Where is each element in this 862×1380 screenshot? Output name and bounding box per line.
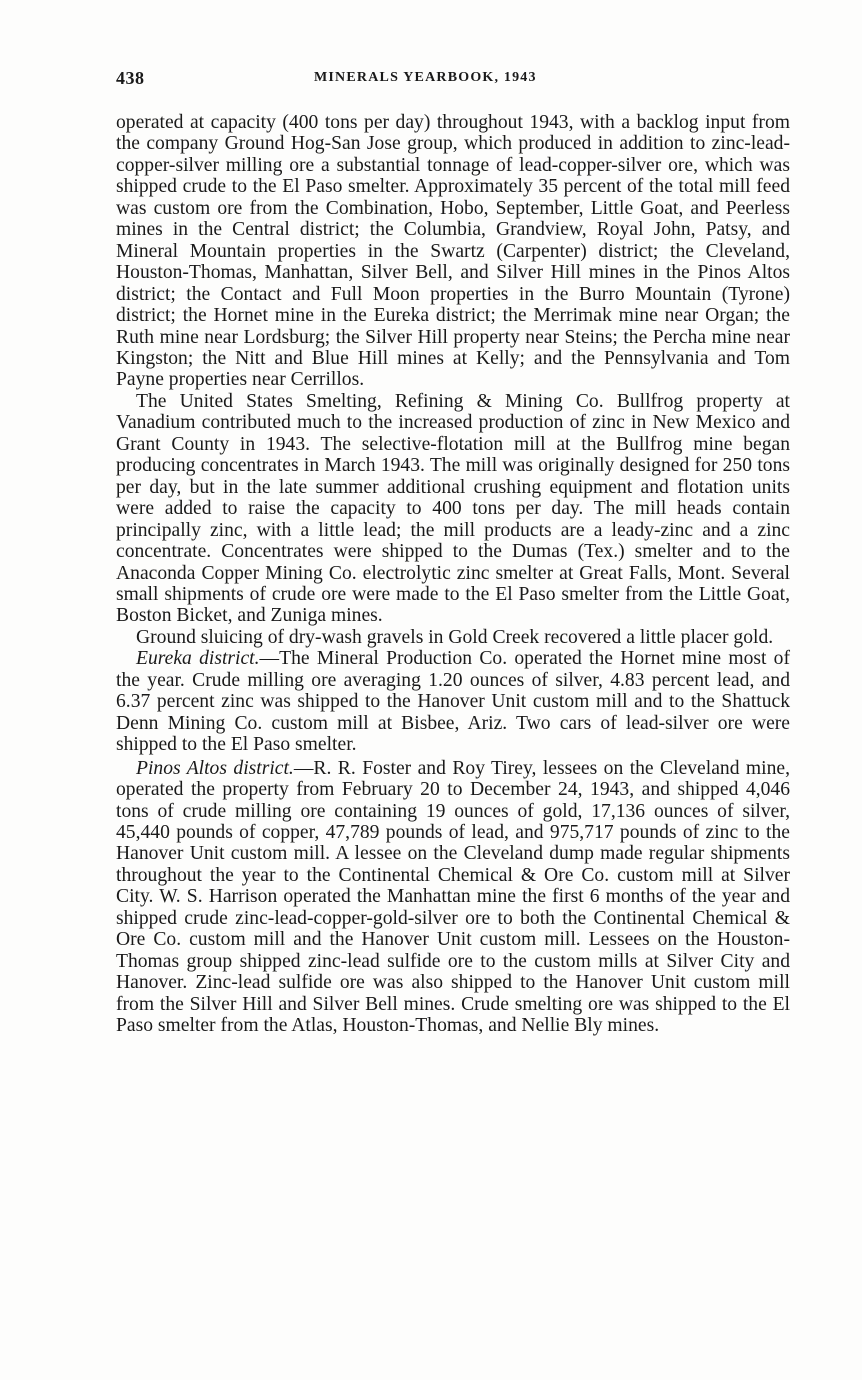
paragraph-text: Ground sluicing of dry-wash gravels in Gold Creek recovered a little placer gold. — [136, 626, 774, 648]
section-heading: Pinos Altos district. — [136, 757, 294, 779]
paragraph-text: operated at capacity (400 tons per day) throughout 1943, with a backlog input from the company Ground Hog-San Jose group, which produced in addition to zinc-lead-copper-silver milling ore a substantial tonnage of lead-copper-silver ore, which was shipped crude to the El Paso smelter. Approximately 35 percent of the total mill feed was custom ore from the Combination, Hobo, September, Little Goat, and Peerless mines in the Central district; the Columbia, Grandview, Royal John, Patsy, and Mineral Mountain properties in the Swartz (Carpenter) district; the Cleveland, Houston-Thomas, Manhattan, Silver Bell, and Silver Hill mines in the Pinos Altos district; the Contact and Full Moon properties in the Burro Mountain (Tyrone) district; the Hornet mine in the Eureka district; the Merrimak mine near Organ; the Ruth mine near Lordsburg; the Silver Hill property near Steins; the Percha mine near Kingston; the Nitt and Blue Hill mines at Kelly; and the Pennsylvania and Tom Payne properties near Cerrillos. — [116, 112, 790, 391]
running-title: MINERALS YEARBOOK, 1943 — [314, 70, 537, 85]
page-number: 438 — [116, 68, 145, 88]
paragraph-text: —The Mineral Production Co. operated the Hornet mine most of the year. Crude milling ore averaging 1.20 ounces of silver, 4.83 percent lead, and 6.37 percent zinc was shipped to the Hanover Unit custom mill and to the Shattuck Denn Mining Co. custom mill at Bisbee, Ariz. Two cars of lead-silver ore were shipped to the El Paso smelter. — [116, 648, 791, 756]
paragraph-mill-operations — [116, 112, 790, 391]
body-text — [116, 112, 790, 1036]
paragraph-pinos-altos-district — [116, 758, 790, 1037]
paragraph-eureka-district — [116, 648, 790, 755]
paragraph-text: The United States Smelting, Refining & Mining Co. Bullfrog property at Vanadium contributed much to the increased production of zinc in New Mexico and Grant County in 1943. The selective-flotation mill at the Bullfrog mine began producing concentrates in March 1943. The mill was originally designed for 250 tons per day, but in the late summer additional crushing equipment and flotation units were added to raise the capacity to 400 tons per day. The mill heads contain principally zinc, with a little lead; the mill products are a leady-zinc and a zinc concentrate. Concentrates were shipped to the Dumas (Tex.) smelter and to the Anaconda Copper Mining Co. electrolytic zinc smelter at Great Falls, Mont. Several small shipments of crude ore were made to the El Paso smelter from the Little Goat, Boston Bicket, and Zuniga mines. — [116, 390, 790, 627]
section-heading: Eureka district. — [136, 648, 260, 670]
running-head — [116, 68, 792, 90]
paragraph-text: —R. R. Foster and Roy Tirey, lessees on the Cleveland mine, operated the property from February 20 to December 24, 1943, and shipped 4,046 tons of crude milling ore containing 19 ounces of gold, 17,136 ounces of silver, 45,440 pounds of copper, 47,789 pounds of lead, and 975,717 pounds of zinc to the Hanover Unit custom mill. A lessee on the Cleveland dump made regular shipments throughout the year to the Continental Chemical & Ore Co. custom mill at Silver City. W. S. Harrison operated the Manhattan mine the first 6 months of the year and shipped crude zinc-lead-copper-gold-silver ore to both the Continental Chemical & Ore Co. custom mill and the Hanover Unit custom mill. Lessees on the Houston-Thomas group shipped zinc-lead sulfide ore to the custom mills at Silver City and Hanover. Zinc-lead sulfide ore was also shipped to the Hanover Unit custom mill from the Silver Hill and Silver Bell mines. Crude smelting ore was shipped to the El Paso smelter from the Atlas, Houston-Thomas, and Nellie Bly mines. — [116, 757, 790, 1037]
paragraph-bullfrog-property — [116, 391, 790, 627]
paragraph-placer-gold — [116, 627, 790, 648]
